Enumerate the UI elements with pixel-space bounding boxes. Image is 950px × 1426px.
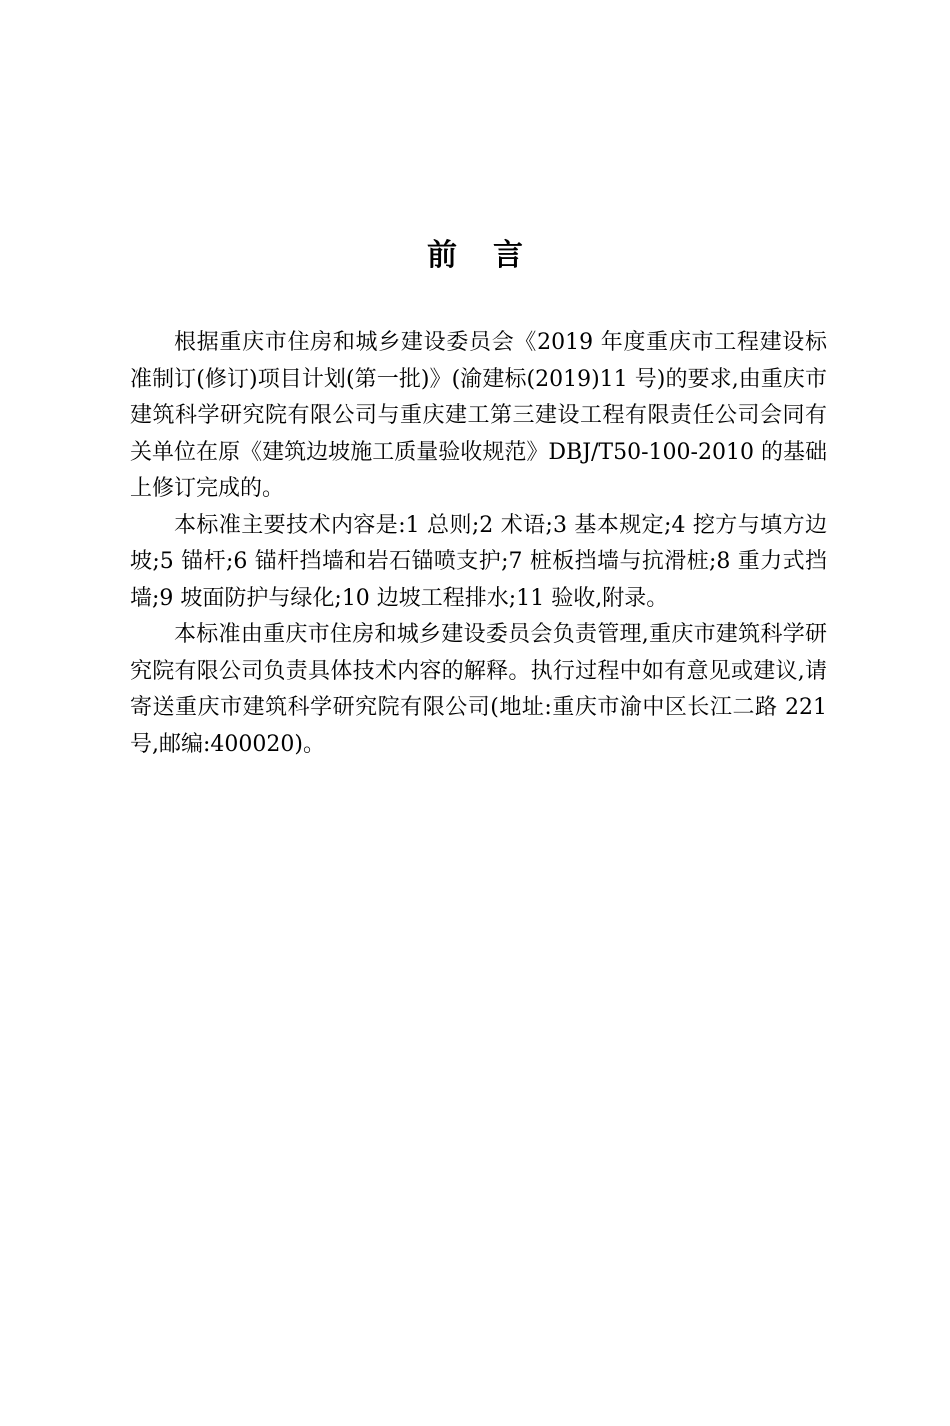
- paragraph-1: 根据重庆市住房和城乡建设委员会《2019 年度重庆市工程建设标准制订(修订)项目计划(第一批)》(渝建标(2019)11 号)的要求,由重庆市建筑科学研究院有限公司与重庆建工第三建设工程有限责任公司会同有关单位在原《建筑边坡施工质量验收规范》DBJ/T50-100-2010 的基础上修订完成的。: [130, 330, 827, 501]
- body-text: [130, 325, 827, 763]
- paragraph-3: 本标准由重庆市住房和城乡建设委员会负责管理,重庆市建筑科学研究院有限公司负责具体技术内容的解释。执行过程中如有意见或建议,请寄送重庆市建筑科学研究院有限公司(地址:重庆市渝中区长江二路 221 号,邮编:400020)。: [130, 622, 827, 757]
- page-title: 前言: [427, 238, 559, 273]
- paragraph-2: 本标准主要技术内容是:1 总则;2 术语;3 基本规定;4 挖方与填方边坡;5 锚杆;6 锚杆挡墙和岩石锚喷支护;7 桩板挡墙与抗滑桩;8 重力式挡墙;9 坡面防护与绿化;10 边坡工程排水;11 验收,附录。: [130, 512, 827, 611]
